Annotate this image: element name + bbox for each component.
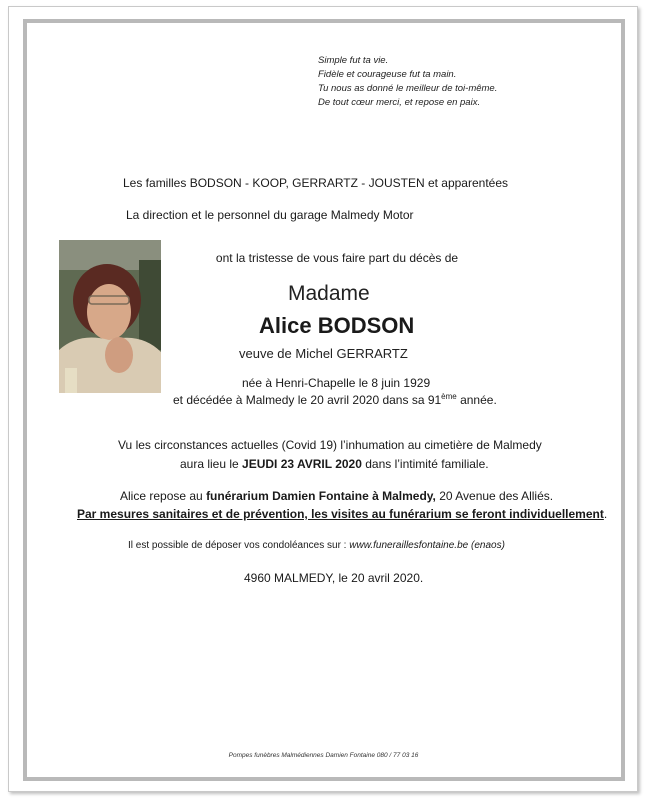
funeral-home: funérarium Damien Fontaine à Malmedy, xyxy=(206,489,436,503)
poem-line: Fidèle et courageuse fut ta main. xyxy=(318,69,457,80)
funeral-date-prefix: aura lieu le xyxy=(180,457,243,471)
funeral-line: Vu les circonstances actuelles (Covid 19) l’inhumation au cimetière de Malmedy xyxy=(118,438,542,452)
deceased-title: Madame xyxy=(288,282,370,305)
widow-line: veuve de Michel GERRARTZ xyxy=(239,346,408,361)
condolences-suffix: (enaos) xyxy=(468,540,505,551)
condolences-link[interactable]: www.funeraillesfontaine.be xyxy=(349,540,469,551)
visits-line xyxy=(77,507,607,521)
poem-line: De tout cœur merci, et repose en paix. xyxy=(318,97,481,108)
direction-line: La direction et le personnel du garage Malmedy Motor xyxy=(126,208,414,222)
died-text: et décédée à Malmedy le 20 avril 2020 dans sa 91 xyxy=(173,393,442,407)
visits-notice: Par mesures sanitaires et de prévention, les visites au funérarium se feront individuellement xyxy=(77,507,604,521)
footer: Pompes funèbres Malmédiennes Damien Fontaine 080 / 77 03 16 xyxy=(228,752,419,759)
repose-line xyxy=(120,489,553,503)
condolences-prefix: Il est possible de déposer vos condoléances sur : xyxy=(128,540,350,551)
place-date-line: 4960 MALMEDY, le 20 avril 2020. xyxy=(244,571,424,585)
poem-line: Simple fut ta vie. xyxy=(318,55,389,66)
announcement-line: ont la tristesse de vous faire part du décès de xyxy=(215,251,459,265)
repose-prefix: Alice repose au xyxy=(120,489,207,503)
funeral-date-line xyxy=(180,457,489,471)
deceased-name: Alice BODSON xyxy=(259,313,415,338)
poem-line: Tu nous as donné le meilleur de toi-même. xyxy=(318,83,498,94)
repose-address: 20 Avenue des Alliés. xyxy=(435,489,554,503)
visits-end: . xyxy=(603,507,608,521)
funeral-date: JEUDI 23 AVRIL 2020 xyxy=(242,457,362,471)
funeral-date-suffix: dans l’intimité familiale. xyxy=(361,457,489,471)
died-superscript: ème xyxy=(441,392,457,401)
poem xyxy=(318,54,497,110)
born-line: née à Henri-Chapelle le 8 juin 1929 xyxy=(242,376,431,390)
died-line xyxy=(173,392,497,407)
families-line: Les familles BODSON - KOOP, GERRARTZ - JOUSTEN et apparentées xyxy=(123,176,509,190)
died-end: année. xyxy=(456,393,497,407)
condolences-line xyxy=(128,540,505,551)
